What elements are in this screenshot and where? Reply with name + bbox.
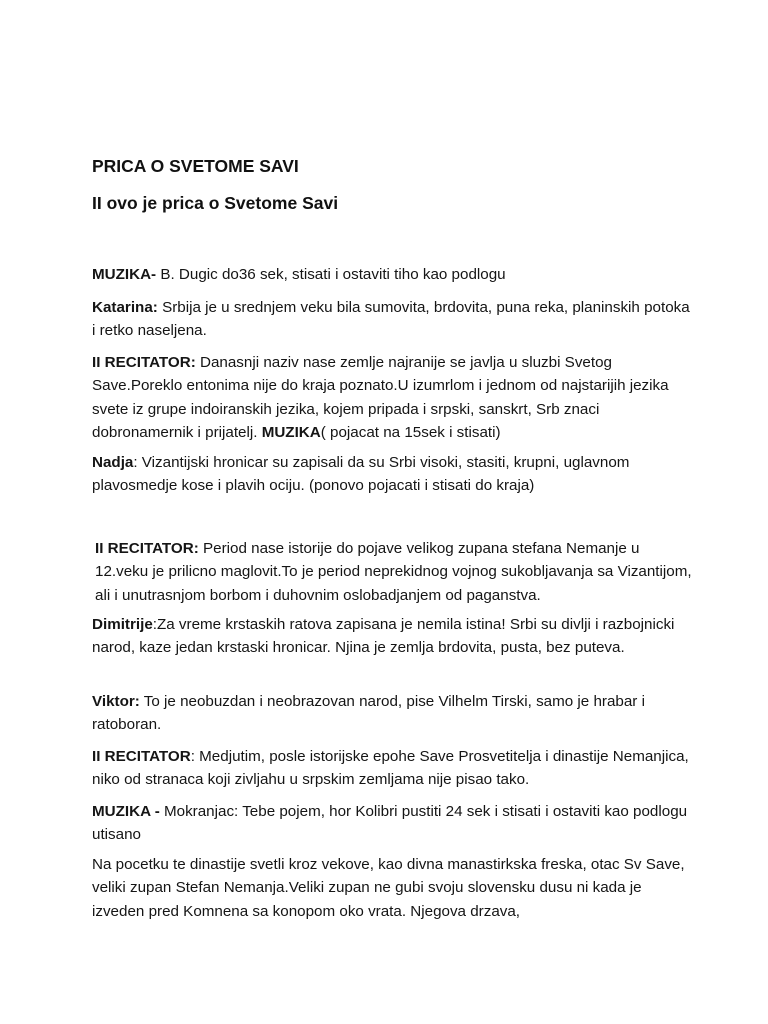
paragraph-text: Na pocetku te dinastije svetli kroz vekove, kao divna manastirkska freska, otac Sv Save, veliki zupan Stefan Nemanja.Veliki zupan ne gubi svoju slovensku dusu ni kada je izveden pred Komnena sa konopom oko vrata. Njegova drzava, xyxy=(92,856,685,920)
paragraph-text: Srbija je u srednjem veku bila sumovita, brdovita, puna reka, planinskih potoka i retko naseljena. xyxy=(92,299,690,340)
paragraph-katarina xyxy=(92,296,692,343)
speaker-label: Nadja xyxy=(92,454,134,471)
paragraph-text: Mokranjac: Tebe pojem, hor Kolibri pustiti 24 sek i stisati i ostaviti kao podlogu utisano xyxy=(92,803,688,844)
speaker-label: II RECITATOR xyxy=(92,748,191,765)
paragraph-text: : Medjutim, posle istorijske epohe Save Prosvetitelja i dinastije Nemanjica, niko od stranaca koji zivljahu u srpskim zemljama nije pisao tako. xyxy=(92,748,689,789)
paragraph-narration xyxy=(92,853,692,923)
speaker-label: MUZIKA- xyxy=(92,266,157,283)
inline-music-label: MUZIKA xyxy=(261,424,321,442)
paragraph-text: Period nase istorije do pojave velikog zupana stefana Nemanje u 12.veku je prilicno maglovit.To je period neprekidnog vojnog sukobljavanja sa Vizantijom, ali i unutrasnjom borbom i duhovnim oslobadjanjem od paganstva. xyxy=(95,540,692,604)
speaker-label: Viktor: xyxy=(92,693,140,710)
speaker-label: II RECITATOR: xyxy=(95,540,199,557)
paragraph-recitator-1 xyxy=(92,351,692,445)
paragraph-tail: ( pojacat na 15sek i stisati) xyxy=(320,424,501,442)
paragraph-music-cue-1 xyxy=(92,263,692,286)
paragraph-music-cue-2 xyxy=(92,800,692,847)
paragraph-viktor xyxy=(92,690,692,737)
paragraph-text: B. Dugic do36 sek, stisati i ostaviti tiho kao podlogu xyxy=(156,266,506,283)
paragraph-recitator-3 xyxy=(92,745,692,792)
speaker-label: Katarina: xyxy=(92,299,158,316)
paragraph-nadja xyxy=(92,451,692,498)
paragraph-dimitrije xyxy=(92,613,692,660)
paragraph-recitator-2 xyxy=(95,537,695,607)
speaker-label: II RECITATOR: xyxy=(92,354,196,371)
paragraph-text: To je neobuzdan i neobrazovan narod, pise Vilhelm Tirski, samo je hrabar i ratoboran. xyxy=(92,693,645,734)
paragraph-text: Danasnji naziv nase zemlje najranije se javlja u sluzbi Svetog Save.Poreklo entonima nije do kraja poznato.U izumrlom i jednom od najstarijih jezika svete iz grupe indoiranskih jezika, kojem pripada i srpski, sanskrt, Srb znaci dobronamernik i prijatelj. xyxy=(92,354,669,442)
speaker-label: MUZIKA - xyxy=(92,803,160,820)
speaker-label: Dimitrije xyxy=(92,616,153,633)
paragraph-text: : Vizantijski hronicar su zapisali da su Srbi visoki, stasiti, krupni, uglavnom plavosmedje kose i plavih ociju. (ponovo pojacati i stisati do kraja) xyxy=(92,454,630,495)
document-subtitle: II ovo je prica o Svetome Savi xyxy=(92,193,339,213)
paragraph-text: :Za vreme krstaskih ratova zapisana je nemila istina! Srbi su divlji i razbojnicki narod, kaze jedan krstaski hronicar. Njina je zemlja brdovita, pusta, bez puteva. xyxy=(92,616,675,657)
document-title: PRICA O SVETOME SAVI xyxy=(92,156,299,176)
